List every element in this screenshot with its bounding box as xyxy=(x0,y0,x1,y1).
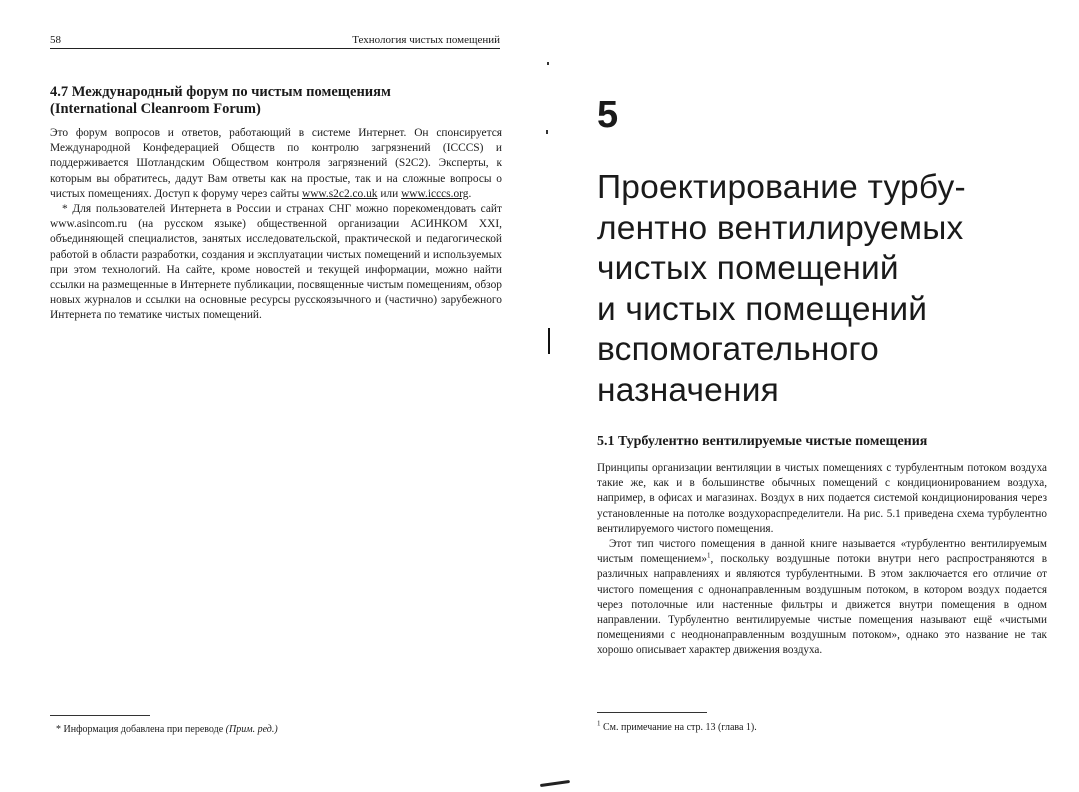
paragraph-asincom: * Для пользователей Интернета в России и странах СНГ можно порекомендовать сайт www.asincom.ru (на русском языке) общественной организации АСИНКОМ XXI, объединяющей специалистов, занятых исследовательской, практической и педагогической работой в области разработки, создания и эксплуатации чистых помещений и используемых при этом технологий. На сайте, кроме новостей и текущей информации, можно найти ссылки на размещенные в Интернете публикации, посвященные чистым помещениям, обзор новых журналов и ссылки на основные ресурсы русскоязычного и (частично) зарубежного Интернета по тематике чистых помещений. xyxy=(50,203,502,322)
conjunction-text: или xyxy=(377,187,402,200)
chapter-title-line: Проектирование турбу- xyxy=(597,169,966,206)
section-title-line1: 4.7 Международный форум по чистым помещениям xyxy=(50,84,391,100)
footnote-ref[interactable]: 1 xyxy=(706,551,711,560)
chapter-title-line: лентно вентилируемых xyxy=(597,209,964,247)
footnote-editor-note: (Прим. ред.) xyxy=(225,724,278,735)
header-rule xyxy=(50,48,500,49)
paragraph-text: Этот тип чистого помещения в данной книге называется «турбулентно вентилируемым чистым помещением» xyxy=(597,538,1047,566)
footnote-left xyxy=(56,724,278,735)
chapter-title-line: и чистых помещений xyxy=(597,290,928,328)
footnote-right xyxy=(597,719,757,733)
footnote-text: * Информация добавлена при переводе xyxy=(56,724,226,735)
chapter-title xyxy=(597,168,1057,411)
period: . xyxy=(468,187,472,200)
link-s2c2[interactable]: www.s2c2.co.uk xyxy=(301,187,378,200)
chapter-number: 5 xyxy=(597,94,619,136)
scan-mark xyxy=(540,780,570,787)
footnote-marker: 1 xyxy=(597,719,601,728)
paragraph-forum xyxy=(50,126,502,202)
paragraph-text: , поскольку воздушные потоки внутри него распространяются в различных направлениях и являются турбулентными. В этом заключается его отличие от чистого помещения с однонаправленным воздушным потоком, в котором воздух подается через потолочные или настенные фильтры и движется внутри помещения в одном направлении. Турбулентно вентилируемые чистые помещения называют ещё «чистыми помещениями с неоднонаправленным воздушным потоком», однако это название не так хорошо описывает характер движения воздуха. xyxy=(597,553,1048,657)
paragraph-turbulent xyxy=(597,537,1047,659)
scan-mark xyxy=(548,328,550,354)
left-body-text xyxy=(50,126,502,324)
footnote-text: См. примечание на стр. 13 (глава 1). xyxy=(600,722,757,733)
section-title-4-7 xyxy=(50,84,510,118)
scan-mark xyxy=(547,62,549,65)
chapter-title-line: чистых помещений xyxy=(597,250,899,287)
running-header: Технология чистых помещений xyxy=(352,34,500,46)
paragraph-principles: Принципы организации вентиляции в чистых помещениях с турбулентным потоком воздуха такие же, как и в большинстве обычных помещений с кондиционированием воздуха, например, в офисах и магазинах. Воздух в них подается системой кондиционирования через установленные на потолке воздухораспределители. На рис. 5.1 приведена схема турбулентно вентилируемого чистого помещения. xyxy=(597,462,1047,535)
footnote-rule xyxy=(597,712,707,713)
chapter-title-line: вспомогательного xyxy=(597,331,879,368)
page-number: 58 xyxy=(50,34,61,46)
link-icccs[interactable]: www.icccs.org xyxy=(401,187,469,200)
section-title-5-1: 5.1 Турбулентно вентилируемые чистые помещения xyxy=(597,434,928,449)
chapter-title-line: назначения xyxy=(597,371,779,409)
footnote-rule xyxy=(50,715,150,716)
section-title-line2: (International Cleanroom Forum) xyxy=(50,101,261,117)
scan-mark xyxy=(546,130,548,134)
right-body-text xyxy=(597,461,1047,659)
paragraph-text: Это форум вопросов и ответов, работающий в системе Интернет. Он спонсируется Международной Конфедерацией Обществ по контролю загрязнений (ICCCS) и поддерживается Шотландским Обществом контроля загрязнений (S2C2). Эксперты, к которым вы обратитесь, дадут Вам ответы как на простые, так и на сложные вопросы о чистых помещениях. Доступ к форуму через сайты xyxy=(50,127,502,200)
